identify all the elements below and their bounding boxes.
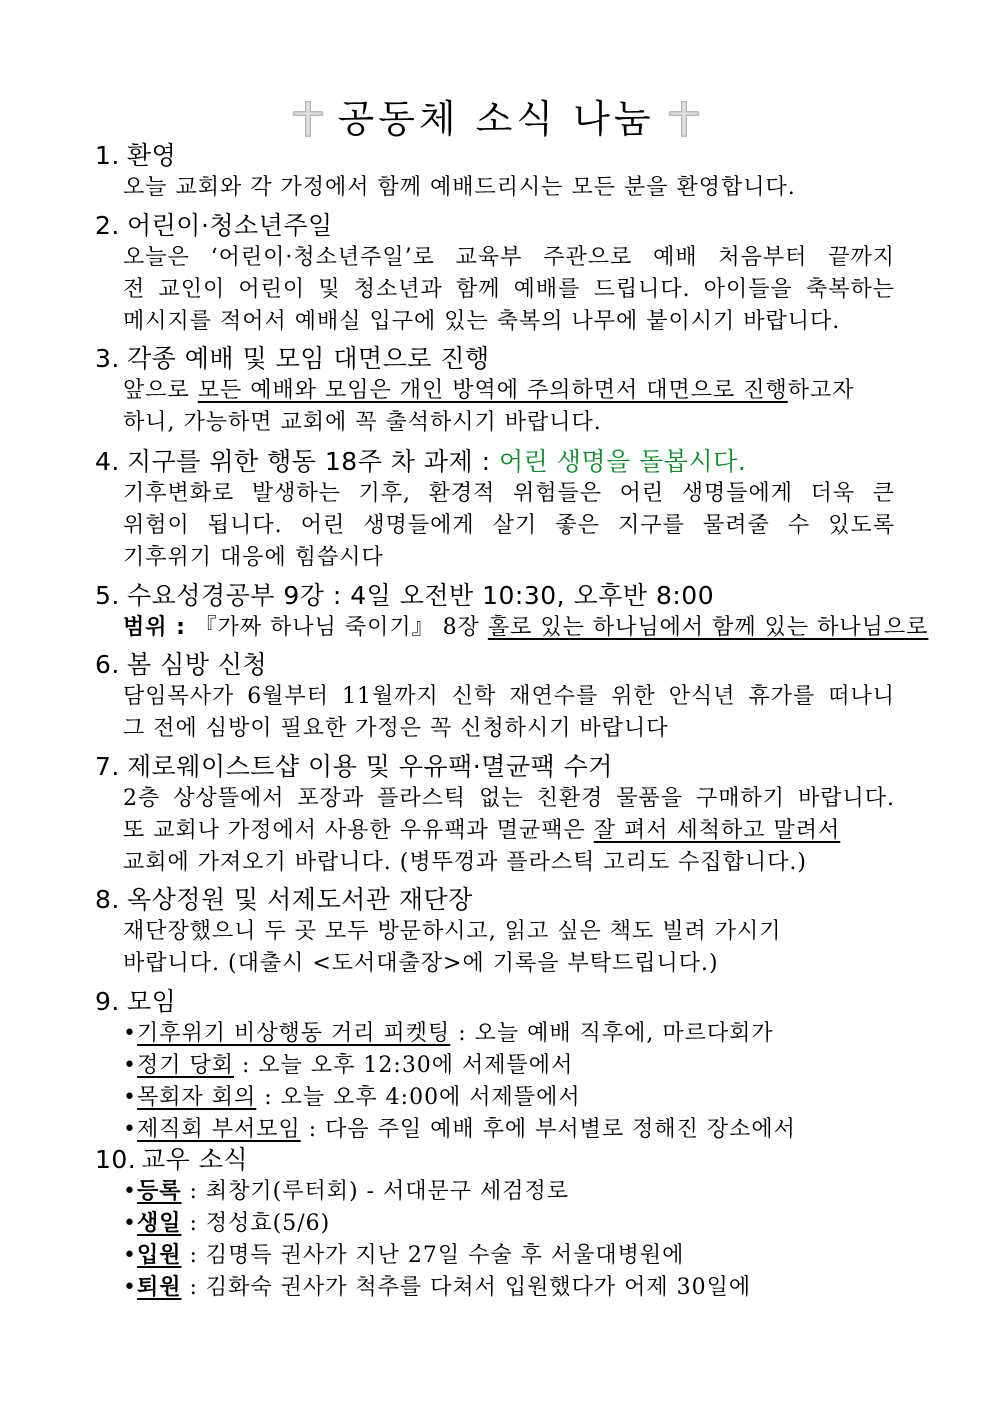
section-body-line: 메시지를 적어서 예배실 입구에 있는 축복의 나무에 붙이시기 바랍니다. bbox=[123, 309, 841, 334]
section-body-line: 기후위기 대응에 힘씁시다 bbox=[123, 545, 384, 570]
section-body-line: 앞으로 모든 예배와 모임은 개인 방역에 주의하면서 대면으로 진행하고자 bbox=[123, 378, 855, 403]
section-heading: 5. 수요성경공부 9강 : 4일 오전반 10:30, 오후반 8:00 bbox=[95, 581, 715, 610]
highlight-text: 어린 생명을 돌봅시다. bbox=[499, 447, 747, 476]
section-body-line: 그 전에 심방이 필요한 가정은 꼭 신청하시기 바랍니다 bbox=[123, 716, 669, 741]
section-heading: 9. 모임 bbox=[95, 987, 177, 1016]
section-body-line: 또 교회나 가정에서 사용한 우유팩과 멸균팩은 잘 펴서 세척하고 말려서 bbox=[123, 818, 841, 843]
section-heading: 3. 각종 예배 및 모임 대면으로 진행 bbox=[95, 344, 490, 373]
section-heading: 1. 환영 bbox=[95, 141, 177, 170]
section-body-line: 전 교인이 어린이 및 청소년과 함께 예배를 드립니다. 아이들을 축복하는 bbox=[123, 277, 895, 302]
section-in-person-worship bbox=[95, 343, 915, 439]
section-body-line: 2층 상상뜰에서 포장과 플라스틱 없는 친환경 물품을 구매하기 바랍니다. bbox=[123, 786, 895, 811]
cross-icon bbox=[293, 101, 323, 137]
section-body-line: 기후변화로 발생하는 기후, 환경적 위험들은 어린 생명들에게 더욱 큰 bbox=[123, 481, 895, 506]
section-body-line: 바랍니다. (대출시 <도서대출장>에 기록을 부탁드립니다.) bbox=[123, 951, 719, 976]
section-heading: 10. 교우 소식 bbox=[95, 1145, 249, 1174]
list-item: •목회자 회의 : 오늘 오후 4:00에 서제뜰에서 bbox=[123, 1085, 581, 1110]
list-item: •입원 : 김명득 권사가 지난 27일 수술 후 서울대병원에 bbox=[123, 1243, 685, 1268]
section-heading: 7. 제로웨이스트샵 이용 및 우유팩·멸균팩 수거 bbox=[95, 752, 613, 781]
section-meetings bbox=[95, 986, 915, 1146]
list-item: •제직회 부서모임 : 다음 주일 예배 후에 부서별로 정해진 장소에서 bbox=[123, 1117, 796, 1142]
section-bible-study bbox=[95, 580, 929, 644]
section-body-line: 오늘은 ‘어린이·청소년주일’로 교육부 주관으로 예배 처음부터 끝까지 bbox=[123, 245, 895, 270]
cross-icon bbox=[669, 101, 699, 137]
section-body-line: 교회에 가져오기 바랍니다. (병뚜껑과 플라스틱 고리도 수집합니다.) bbox=[123, 850, 807, 875]
section-welcome bbox=[95, 140, 915, 204]
section-body-line: 하니, 가능하면 교회에 꼭 출석하시기 바랍니다. bbox=[123, 410, 602, 435]
section-heading: 6. 봄 심방 신청 bbox=[95, 650, 268, 679]
section-body-line: 재단장했으니 두 곳 모두 방문하시고, 읽고 싶은 책도 빌려 가시기 bbox=[123, 919, 782, 944]
title-text: 공동체 소식 나눔 bbox=[337, 97, 655, 141]
section-body-line: 위험이 됩니다. 어린 생명들에게 살기 좋은 지구를 물려줄 수 있도록 bbox=[123, 513, 895, 538]
section-body-line: 오늘 교회와 각 가정에서 함께 예배드리시는 모든 분을 환영합니다. bbox=[123, 175, 796, 200]
section-heading: 4. 지구를 위한 행동 18주 차 과제 : 어린 생명을 돌봅시다. bbox=[95, 447, 747, 476]
section-heading: 8. 옥상정원 및 서제도서관 재단장 bbox=[95, 885, 473, 914]
list-item: •정기 당회 : 오늘 오후 12:30에 서제뜰에서 bbox=[123, 1053, 574, 1078]
section-zero-waste bbox=[95, 751, 915, 879]
section-body-line: 담임목사가 6월부터 11월까지 신학 재연수를 위한 안식년 휴가를 떠나니 bbox=[123, 684, 895, 709]
section-rooftop-library bbox=[95, 884, 915, 980]
section-children-youth-sunday bbox=[95, 210, 915, 338]
list-item: •퇴원 : 김화숙 권사가 척추를 다쳐서 입원했다가 어제 30일에 bbox=[123, 1275, 752, 1300]
list-item: •등록 : 최창기(루터회) - 서대문구 세검정로 bbox=[123, 1179, 570, 1204]
list-item: •기후위기 비상행동 거리 피켓팅 : 오늘 예배 직후에, 마르다회가 bbox=[123, 1021, 774, 1046]
section-member-news bbox=[95, 1144, 915, 1304]
list-item: •생일 : 정성효(5/6) bbox=[123, 1211, 331, 1236]
page-title bbox=[0, 88, 992, 143]
section-spring-visitation bbox=[95, 649, 915, 745]
section-earth-action bbox=[95, 446, 915, 574]
section-heading: 2. 어린이·청소년주일 bbox=[95, 211, 333, 240]
section-body-line: 범위 : 『가짜 하나님 죽이기』 8장 홀로 있는 하나님에서 함께 있는 하나님으로 bbox=[123, 615, 929, 640]
